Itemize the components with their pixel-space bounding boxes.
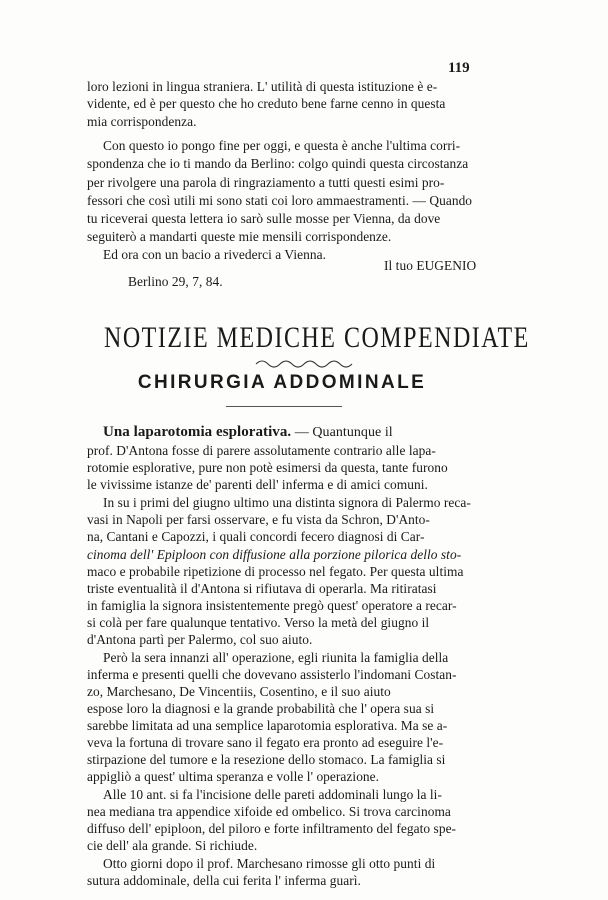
article-line: sutura addominale, della cui ferita l' inferma guarì. [87,873,361,888]
article-line: rotomie esplorative, pure non potè esimersi da questa, tante furono [87,460,448,475]
letter-line: mia corrispondenza. [87,114,197,129]
letter-line: Ed ora con un bacio a rivederci a Vienna. [103,247,326,262]
letter-line: fessori che così utili mi sono stati coi loro ammaestramenti. — Quando [87,193,473,208]
letter-line: seguiterò a mandarti queste mie mensili corrispondenze. [87,229,392,244]
article-line: in famiglia la signora insistentemente pregò quest' operatore a recar- [87,598,457,613]
section-subtitle: CHIRURGIA ADDOMINALE [137,372,427,393]
article-line: appigliò a quest' ultima speranza e volle l' operazione. [87,769,380,784]
letter-line: tu riceverai questa lettera io sarò sulle mosse per Vienna, da dove [87,211,441,226]
letter-line: loro lezioni in lingua straniera. L' utilità di questa istituzione è e- [87,79,438,94]
article-line: inferma e presenti quelli che dovevano assisterlo l'indomani Costan- [87,667,457,682]
article-line: nea mediana tra appendice xifoide ed ombelico. Si trova carcinoma [87,804,451,819]
article-lead-rest: — Quantunque il [291,425,393,440]
article-line: vasi in Napoli per farsi osservare, e fu vista da Schron, D'Anto- [87,512,430,527]
article-line: diffuso dell' epiploon, del piloro e forte infiltramento del fegato spe- [87,821,457,836]
article-line: na, Cantani e Capozzi, i quali concordi fecero diagnosi di Car- [87,529,425,544]
letter-line: spondenza che io ti mando da Berlino: colgo quindi questa circostanza [87,156,469,171]
article-line: veva la fortuna di trovare sano il fegato era pronto ad eseguire l'e- [87,735,444,750]
article-line: d'Antona partì per Palermo, col suo aiuto. [87,632,313,647]
article-line: le vivissime istanze de' parenti dell' inferma e di amici comuni. [87,477,428,492]
section-title: NOTIZIE MEDICHE COMPENDIATE [104,322,530,355]
article-line: sarebbe limitata ad una semplice laparotomia esplorativa. Ma se a- [87,718,448,733]
article-line: Alle 10 ant. si fa l'incisione delle pareti addominali lungo la li- [103,787,442,802]
letter-place-date: Berlino 29, 7, 84. [128,274,223,289]
wave-ornament-icon [254,356,354,368]
article-line: stirpazione del tumore e la resezione dello stomaco. La famiglia si [87,752,446,767]
letter-line: vidente, ed è per questo che ho creduto bene farne cenno in questa [87,96,446,111]
article-line: espose loro la diagnosi e la grande probabilità che l' opera sua si [87,701,435,716]
divider-rule [226,406,342,407]
article-line: zo, Marchesano, De Vincentiis, Cosentino, e il suo aiuto [87,684,391,699]
article-line: Però la sera innanzi all' operazione, egli riunita la famiglia della [103,650,449,665]
letter-line: per rivolgere una parola di ringraziamento a tutti questi esimi pro- [87,175,445,190]
article-lead-line [103,424,393,441]
letter-line: Con questo io pongo fine per oggi, e questa è anche l'ultima corri- [103,138,461,153]
article-line: In su i primi del giugno ultimo una distinta signora di Palermo reca- [103,495,471,510]
letter-signature: Il tuo EUGENIO [384,258,477,273]
article-line: maco e probabile ripetizione di processo nel fegato. Per questa ultima [87,564,464,579]
article-line: cinoma dell' Epiploon con diffusione alla porzione pilorica dello sto- [87,547,462,562]
article-line: Otto giorni dopo il prof. Marchesano rimosse gli otto punti di [103,856,436,871]
article-line: triste eventualità il d'Antona si rifiutava di operarla. Ma ritiratasi [87,581,437,596]
article-title: Una laparotomia esplorativa. [103,424,292,440]
article-line: cie dell' ala grande. Si richiude. [87,838,258,853]
article-line: prof. D'Antona fosse di parere assolutamente contrario alle lapa- [87,443,436,458]
page-number: 119 [448,60,470,76]
article-line: si colà per fare qualunque tentativo. Verso la metà del giugno il [87,615,430,630]
